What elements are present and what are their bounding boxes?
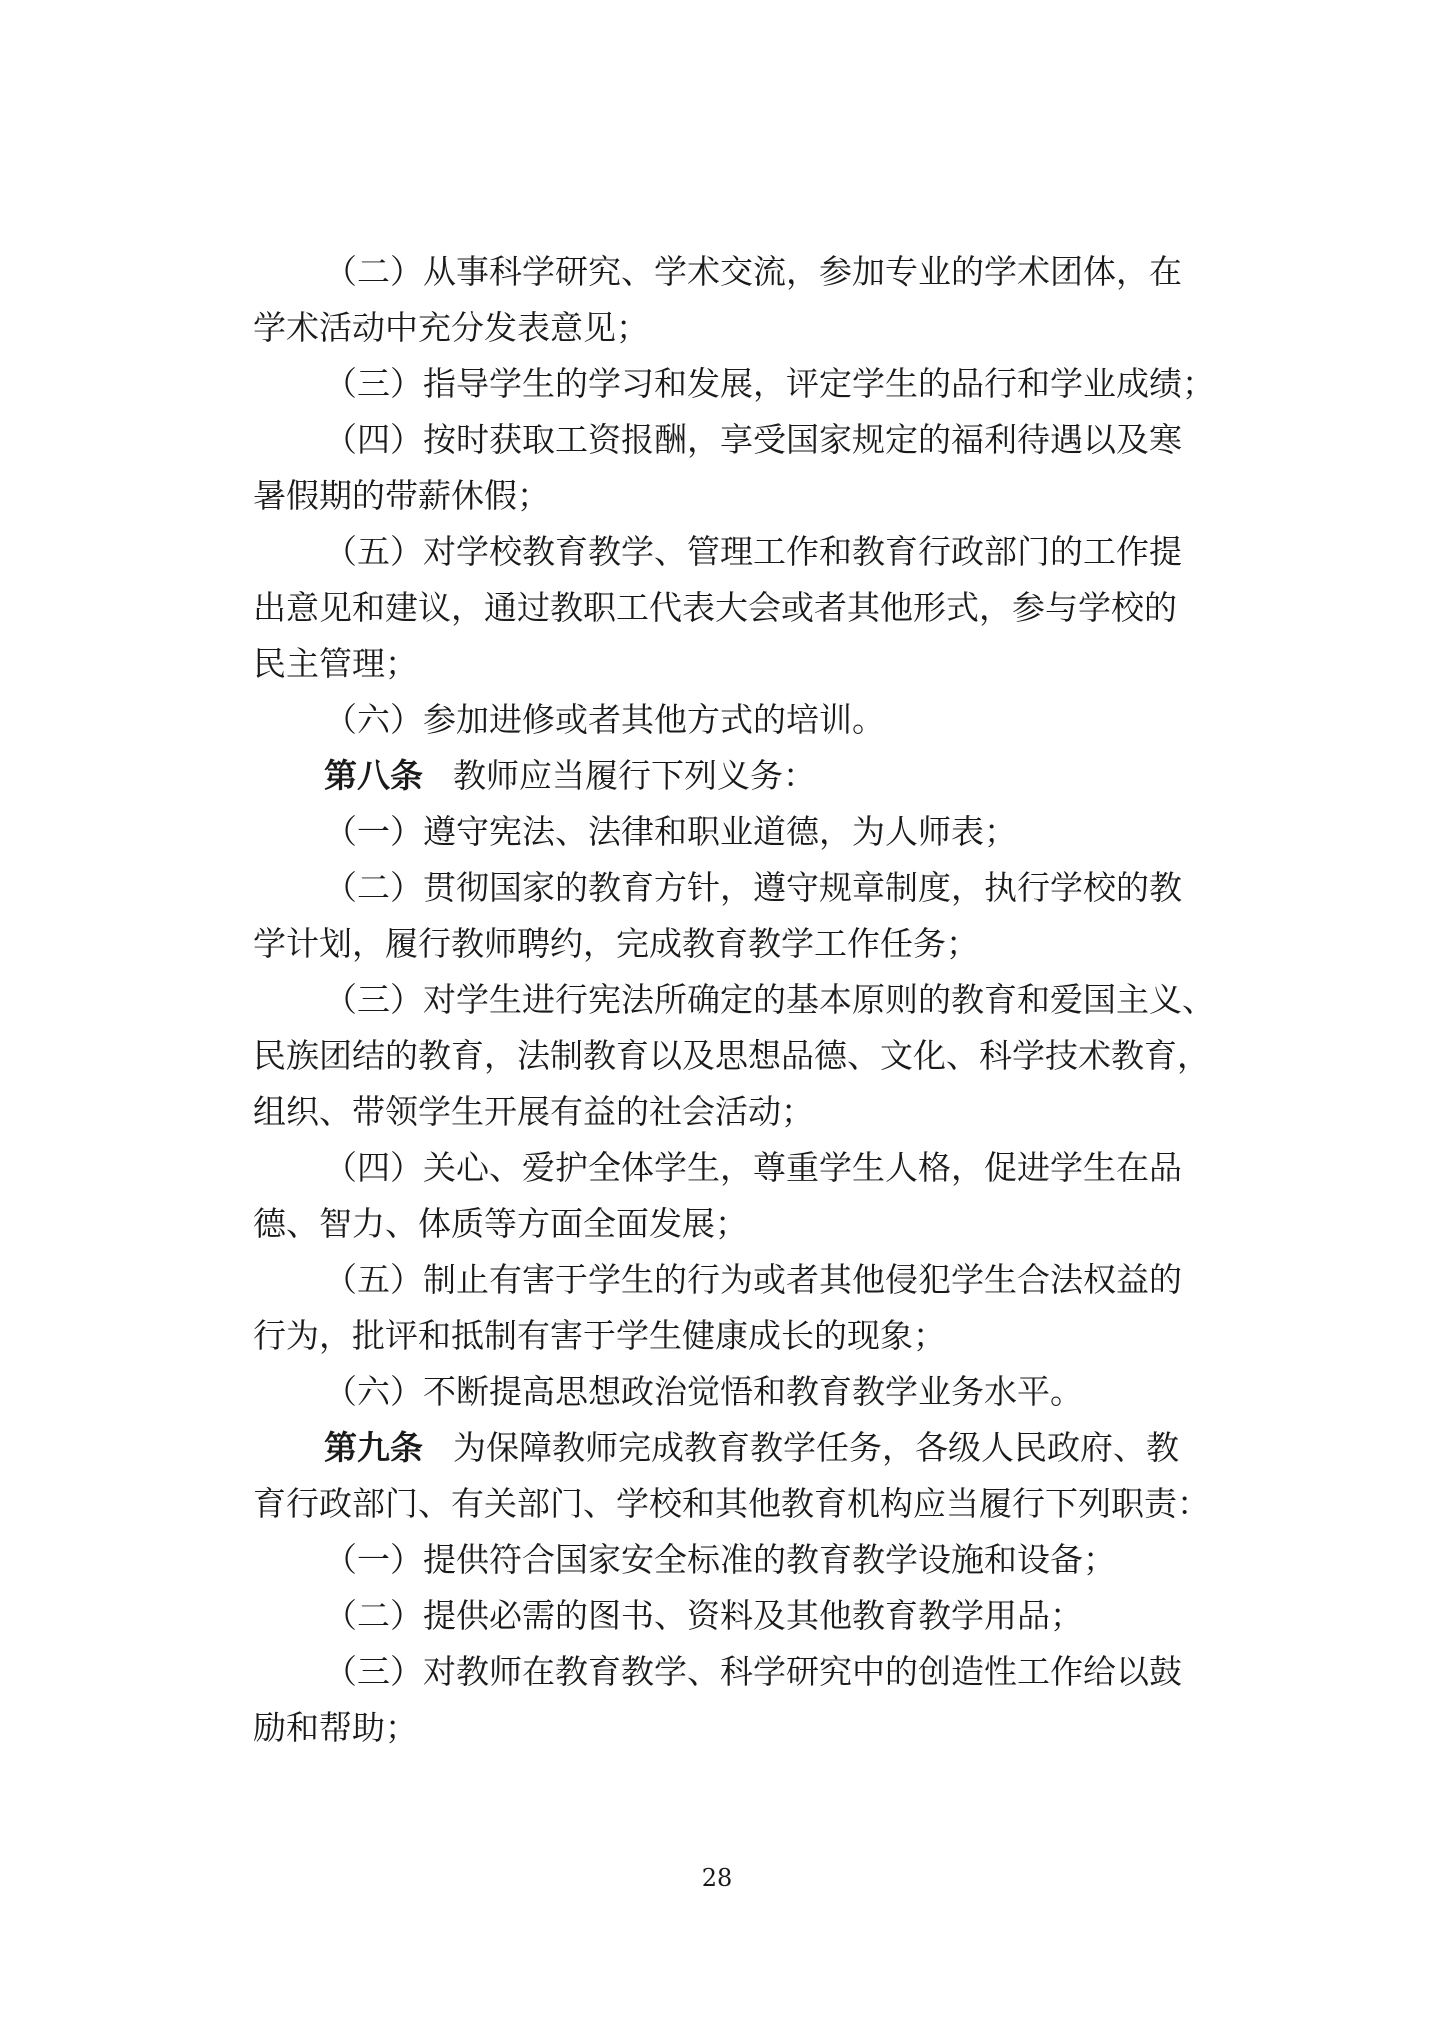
line-text: （六）不断提高思想政治觉悟和教育教学业务水平。 [324,1372,1083,1411]
line-text: （四）关心、爱护全体学生，尊重学生人格，促进学生在品 [324,1148,1182,1187]
text-line [324,972,1324,1028]
text-line [324,356,1324,412]
line-text: 德、智力、体质等方面全面发展； [253,1204,748,1243]
line-text: （二）提供必需的图书、资料及其他教育教学用品； [324,1596,1083,1635]
line-text: 学计划，履行教师聘约，完成教育教学工作任务； [253,924,979,963]
line-text: 学术活动中充分发表意见； [253,308,649,347]
text-line [324,1140,1324,1196]
text-line [324,804,1324,860]
article-9-heading: 第九条 [324,1428,423,1467]
line-text: （五）对学校教育教学、管理工作和教育行政部门的工作提 [324,532,1182,571]
line-text: （二）贯彻国家的教育方针，遵守规章制度，执行学校的教 [324,868,1182,907]
text-line [324,244,1324,300]
line-text: 出意见和建议，通过教职工代表大会或者其他形式，参与学校的 [253,588,1177,627]
text-line [324,1588,1324,1644]
text-line [253,1476,1323,1532]
text-line [253,1196,1323,1252]
line-text: （三）指导学生的学习和发展，评定学生的品行和学业成绩； [324,364,1215,403]
article-8-heading: 第八条 [324,756,423,795]
text-line [253,468,1323,524]
line-text: 育行政部门、有关部门、学校和其他教育机构应当履行下列职责： [253,1484,1210,1523]
line-text: 组织、带领学生开展有益的社会活动； [253,1092,814,1131]
text-line [253,580,1323,636]
article-8-line [324,748,1324,804]
text-line [324,412,1324,468]
line-text: （二）从事科学研究、学术交流，参加专业的学术团体，在 [324,252,1182,291]
line-text: 暑假期的带薪休假； [253,476,550,515]
line-text: 教师应当履行下列义务： [453,756,816,795]
text-line [253,1084,1323,1140]
text-line [253,1028,1323,1084]
text-line [324,524,1324,580]
article-9-line [324,1420,1324,1476]
line-text: 民族团结的教育，法制教育以及思想品德、文化、科学技术教育， [253,1036,1210,1075]
line-text: （四）按时获取工资报酬，享受国家规定的福利待遇以及寒 [324,420,1182,459]
text-line [324,692,1324,748]
text-line [253,636,1323,692]
text-line [324,1252,1324,1308]
text-line [253,1308,1323,1364]
text-line [324,1532,1324,1588]
line-text: （三）对学生进行宪法所确定的基本原则的教育和爱国主义、 [324,980,1215,1019]
line-text: 民主管理； [253,644,418,683]
line-text: 行为，批评和抵制有害于学生健康成长的现象； [253,1316,946,1355]
line-text: （一）提供符合国家安全标准的教育教学设施和设备； [324,1540,1116,1579]
text-line [324,1364,1324,1420]
text-line [253,1700,1323,1756]
line-text: （六）参加进修或者其他方式的培训。 [324,700,885,739]
line-text: 励和帮助； [253,1708,418,1747]
line-text: （一）遵守宪法、法律和职业道德，为人师表； [324,812,1017,851]
line-text: 为保障教师完成教育教学任务，各级人民政府、教 [453,1428,1179,1467]
text-line [253,300,1323,356]
text-line [253,916,1323,972]
text-line [324,1644,1324,1700]
page-number: 28 [701,1864,733,1892]
line-text: （五）制止有害于学生的行为或者其他侵犯学生合法权益的 [324,1260,1182,1299]
line-text: （三）对教师在教育教学、科学研究中的创造性工作给以鼓 [324,1652,1182,1691]
text-line [324,860,1324,916]
